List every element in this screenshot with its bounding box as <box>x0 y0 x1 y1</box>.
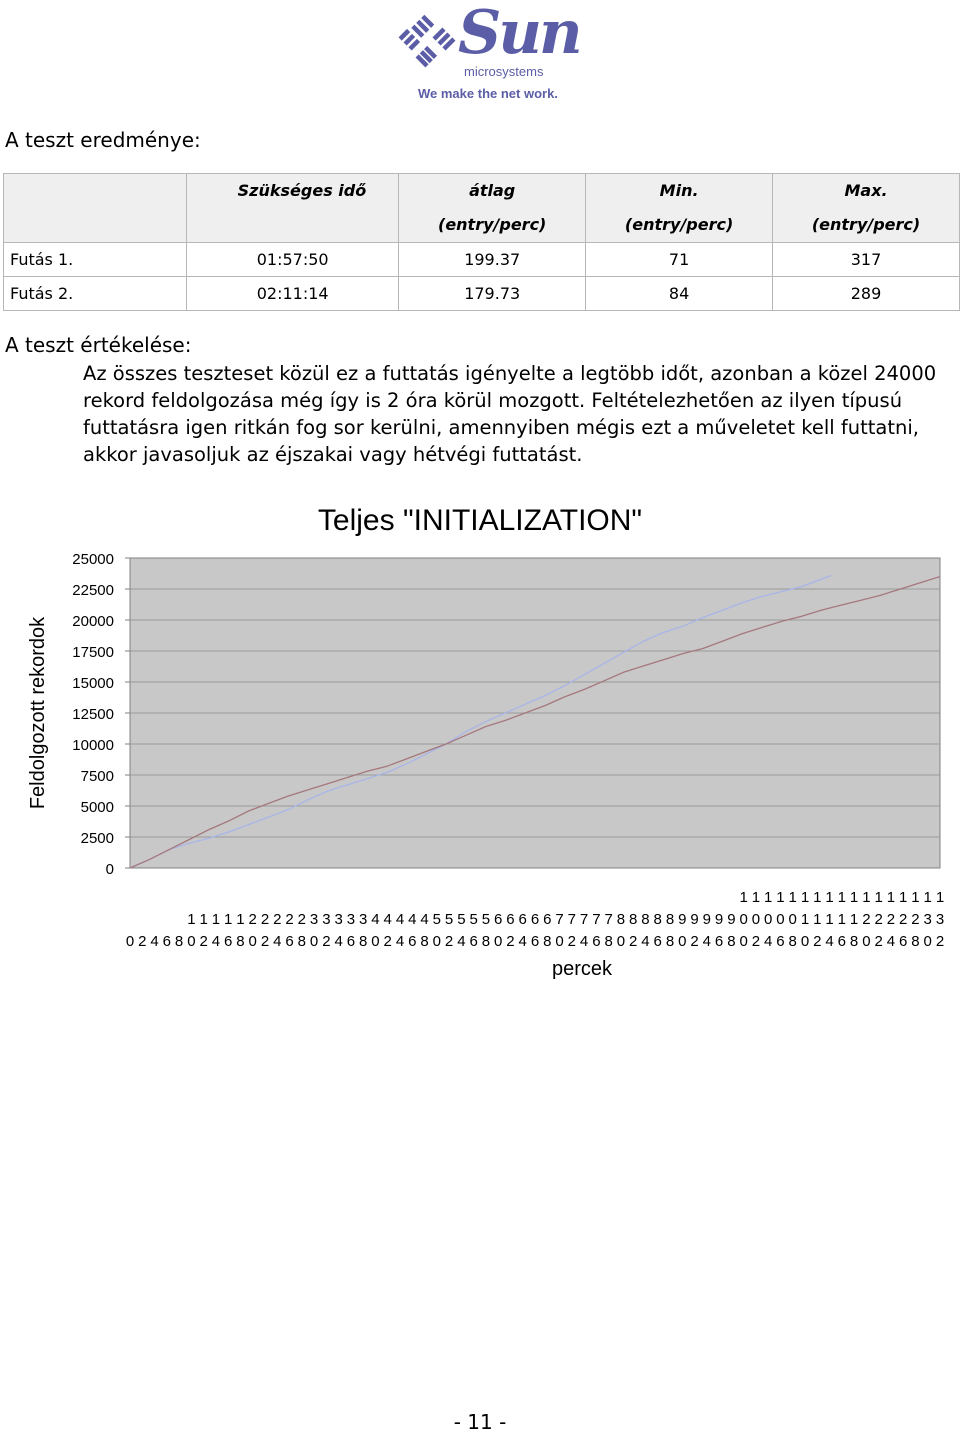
x-tick-label: 6 <box>162 933 171 950</box>
x-tick-label: 6 <box>518 911 527 928</box>
x-tick-label: 4 <box>395 933 405 950</box>
x-tick-label: 6 <box>592 933 601 950</box>
results-table-cell: 84 <box>586 277 773 311</box>
results-table <box>3 173 960 311</box>
x-tick-label: 6 <box>776 933 785 950</box>
results-header-text: Max. <box>844 181 888 200</box>
x-tick-label: 6 <box>714 933 724 950</box>
x-tick-label: 1 <box>211 911 221 928</box>
x-tick-label: 2 <box>260 911 270 928</box>
x-tick-label: 1 <box>751 889 761 906</box>
x-tick-label: 1 <box>825 889 834 906</box>
x-tick-label: 1 <box>199 911 208 928</box>
x-tick-label: 0 <box>678 933 687 950</box>
x-tick-label: 8 <box>727 933 736 950</box>
x-tick-label: 2 <box>862 911 871 928</box>
results-table-header-row <box>4 174 960 243</box>
x-tick-label: 6 <box>346 933 356 950</box>
x-tick-label: 8 <box>641 911 650 928</box>
results-table-cell: 317 <box>773 243 960 277</box>
x-tick-label: 6 <box>285 933 294 950</box>
x-tick-label: 0 <box>776 911 785 928</box>
x-tick-label: 5 <box>432 911 441 928</box>
results-table-row <box>4 277 960 311</box>
x-tick-label: 2 <box>273 911 282 928</box>
x-tick-label: 4 <box>408 911 417 928</box>
x-tick-label: 2 <box>886 911 896 928</box>
x-tick-label: 2 <box>567 933 576 950</box>
y-axis-label: Feldolgozott rekordok <box>27 616 49 810</box>
results-table-row <box>4 243 960 277</box>
x-tick-label: 9 <box>690 911 699 928</box>
x-tick-label: 6 <box>530 911 540 928</box>
results-table-cell: 179.73 <box>399 277 586 311</box>
x-tick-label: 7 <box>579 911 589 928</box>
x-tick-label: 2 <box>690 933 699 950</box>
x-tick-label: 1 <box>236 911 245 928</box>
x-tick-label: 8 <box>297 933 306 950</box>
y-tick-label: 22500 <box>72 582 114 599</box>
x-tick-label: 4 <box>273 933 282 950</box>
x-tick-label: 4 <box>825 933 834 950</box>
results-header-cell-3 <box>586 174 773 243</box>
x-tick-label: 2 <box>751 933 761 950</box>
x-tick-label: 0 <box>371 933 380 950</box>
x-tick-label: 1 <box>837 889 846 906</box>
results-heading: A teszt eredménye: <box>5 128 201 152</box>
x-tick-label: 8 <box>665 911 675 928</box>
x-tick-label: 1 <box>862 889 871 906</box>
x-tick-label: 0 <box>800 933 810 950</box>
x-tick-label: 4 <box>383 911 392 928</box>
results-header-text: Szükséges idő <box>237 181 367 200</box>
x-tick-label: 1 <box>776 889 785 906</box>
x-tick-label: 6 <box>224 933 233 950</box>
x-tick-label: 4 <box>579 933 589 950</box>
results-table-cell: Futás 2. <box>4 277 187 311</box>
results-table-cell: Futás 1. <box>4 243 187 277</box>
x-tick-label: 4 <box>371 911 380 928</box>
x-tick-label: 2 <box>260 933 270 950</box>
x-tick-label: 4 <box>420 911 429 928</box>
x-tick-label: 2 <box>322 933 331 950</box>
x-tick-label: 6 <box>506 911 515 928</box>
x-tick-label: 9 <box>714 911 724 928</box>
results-header-text: (entry/perc) <box>624 215 734 234</box>
x-tick-label: 3 <box>346 911 356 928</box>
x-tick-label: 0 <box>923 933 932 950</box>
x-tick-label: 3 <box>935 911 945 928</box>
x-tick-label: 0 <box>862 933 871 950</box>
x-tick-label: 1 <box>899 889 908 906</box>
x-tick-label: 8 <box>653 911 662 928</box>
x-tick-label: 5 <box>444 911 454 928</box>
x-tick-label: 8 <box>604 933 613 950</box>
y-tick-label: 5000 <box>80 799 114 816</box>
x-tick-label: 1 <box>813 889 822 906</box>
x-tick-label: 9 <box>727 911 736 928</box>
x-tick-label: 1 <box>739 889 748 906</box>
results-header-cell-0 <box>4 174 187 243</box>
x-tick-label: 7 <box>567 911 576 928</box>
x-tick-label: 0 <box>555 933 564 950</box>
y-tick-label: 0 <box>105 861 114 878</box>
y-tick-label: 20000 <box>72 613 114 630</box>
x-tick-label: 6 <box>494 911 503 928</box>
x-tick-label: 2 <box>506 933 515 950</box>
y-tick-label: 15000 <box>72 675 114 692</box>
logo-subtitle: microsystems <box>464 64 544 79</box>
x-tick-label: 4 <box>395 911 405 928</box>
x-tick-label: 1 <box>800 911 810 928</box>
y-tick-label: 7500 <box>80 768 114 785</box>
initialization-chart <box>0 495 960 995</box>
x-tick-label: 1 <box>825 911 834 928</box>
x-tick-label: 3 <box>309 911 319 928</box>
x-tick-label: 4 <box>764 933 773 950</box>
x-tick-label: 6 <box>469 933 478 950</box>
logo-wordmark: Sun <box>458 0 580 68</box>
x-tick-label: 8 <box>236 933 245 950</box>
x-tick-label: 9 <box>702 911 711 928</box>
results-table-body <box>4 243 960 311</box>
x-tick-label: 1 <box>788 889 797 906</box>
x-tick-label: 6 <box>837 933 846 950</box>
x-tick-label: 6 <box>899 933 908 950</box>
x-tick-label: 4 <box>518 933 527 950</box>
x-tick-label: 8 <box>629 911 638 928</box>
x-tick-label: 2 <box>911 911 920 928</box>
x-tick-label: 4 <box>334 933 343 950</box>
results-table-cell: 02:11:14 <box>187 277 399 311</box>
x-tick-label: 8 <box>665 933 675 950</box>
evaluation-paragraph: Az összes teszteset közül ez a futtatás igényelte a legtöbb időt, azonban a közel 24000 rekord feldolgozása még így is 2 óra körül mozgott. Feltételezhetően az ilyen típusú futtatásra igen ritkán fog sor kerülni, amennyiben mégis ezt a műveletet kell futtatni, akkor javasoljuk az éjszakai vagy hétvégi futtatást. <box>83 362 937 466</box>
x-tick-label: 0 <box>432 933 441 950</box>
x-tick-label: 2 <box>813 933 822 950</box>
x-tick-label: 1 <box>911 889 920 906</box>
x-tick-label: 1 <box>849 889 859 906</box>
x-tick-label: 3 <box>322 911 331 928</box>
x-tick-label: 0 <box>125 933 135 950</box>
x-tick-label: 8 <box>788 933 797 950</box>
x-tick-label: 4 <box>886 933 896 950</box>
x-tick-label: 1 <box>886 889 896 906</box>
x-tick-label: 2 <box>629 933 638 950</box>
x-tick-label: 5 <box>457 911 466 928</box>
x-tick-label: 3 <box>923 911 932 928</box>
x-tick-label: 6 <box>543 911 552 928</box>
x-tick-label: 1 <box>813 911 822 928</box>
x-tick-label: 4 <box>150 933 159 950</box>
x-tick-label: 0 <box>739 911 748 928</box>
x-tick-label: 2 <box>248 911 257 928</box>
x-tick-label: 0 <box>764 911 773 928</box>
page-number: - 11 - <box>453 1410 507 1434</box>
results-table-cell: 01:57:50 <box>187 243 399 277</box>
x-tick-label: 1 <box>874 889 883 906</box>
results-header-text: (entry/perc) <box>438 215 547 234</box>
x-tick-label: 8 <box>174 933 184 950</box>
chart-title: Teljes "INITIALIZATION" <box>317 504 643 537</box>
x-tick-label: 1 <box>923 889 932 906</box>
x-tick-label: 6 <box>408 933 417 950</box>
x-tick-label: 8 <box>616 911 626 928</box>
x-tick-label: 0 <box>616 933 626 950</box>
sun-logo <box>392 0 580 104</box>
x-tick-label: 1 <box>764 889 773 906</box>
results-table-cell: 199.37 <box>399 243 586 277</box>
x-tick-label: 2 <box>874 911 883 928</box>
x-tick-label: 0 <box>187 933 196 950</box>
x-tick-label: 7 <box>604 911 613 928</box>
x-tick-label: 1 <box>935 889 945 906</box>
results-header-cell-1 <box>187 174 399 243</box>
y-tick-label: 2500 <box>80 830 114 847</box>
x-tick-label: 4 <box>641 933 650 950</box>
results-table-cell: 71 <box>586 243 773 277</box>
x-tick-label: 5 <box>469 911 478 928</box>
results-table-cell: 289 <box>773 277 960 311</box>
x-tick-label: 1 <box>837 911 846 928</box>
x-tick-label: 0 <box>309 933 319 950</box>
x-tick-label: 8 <box>849 933 859 950</box>
x-tick-label: 4 <box>457 933 466 950</box>
evaluation-heading: A teszt értékelése: <box>5 333 192 357</box>
x-tick-label: 2 <box>383 933 392 950</box>
x-tick-label: 2 <box>138 933 147 950</box>
x-tick-label: 0 <box>248 933 257 950</box>
x-tick-label: 0 <box>788 911 797 928</box>
sun-emblem-icon <box>394 6 460 72</box>
x-tick-label: 1 <box>800 889 810 906</box>
y-tick-label: 17500 <box>72 644 114 661</box>
x-tick-label: 9 <box>678 911 687 928</box>
x-tick-label: 1 <box>224 911 233 928</box>
x-tick-label: 8 <box>481 933 491 950</box>
x-tick-label: 2 <box>285 911 294 928</box>
x-tick-label: 4 <box>211 933 221 950</box>
x-tick-label: 6 <box>530 933 540 950</box>
results-header-cell-4 <box>773 174 960 243</box>
x-tick-label: 3 <box>359 911 368 928</box>
y-tick-label: 25000 <box>72 551 114 568</box>
y-tick-label: 10000 <box>72 737 114 754</box>
x-tick-label: 6 <box>653 933 662 950</box>
x-tick-label: 2 <box>935 933 945 950</box>
results-header-text: Min. <box>659 181 699 200</box>
x-tick-label: 8 <box>543 933 552 950</box>
x-tick-label: 8 <box>420 933 429 950</box>
x-tick-label: 7 <box>592 911 601 928</box>
results-header-cell-2 <box>399 174 586 243</box>
x-tick-label: 8 <box>359 933 368 950</box>
x-axis-label: percek <box>551 958 613 980</box>
x-tick-label: 2 <box>297 911 306 928</box>
y-tick-label: 12500 <box>72 706 114 723</box>
logo-tagline: We make the net work. <box>418 86 558 101</box>
results-header-text: (entry/perc) <box>811 215 921 234</box>
x-tick-label: 8 <box>911 933 920 950</box>
x-tick-label: 3 <box>334 911 343 928</box>
x-tick-label: 2 <box>444 933 454 950</box>
x-tick-label: 1 <box>187 911 196 928</box>
x-tick-label: 4 <box>702 933 711 950</box>
x-tick-label: 7 <box>555 911 564 928</box>
x-tick-label: 2 <box>899 911 908 928</box>
x-tick-label: 2 <box>199 933 208 950</box>
x-tick-label: 0 <box>739 933 748 950</box>
x-tick-label: 0 <box>494 933 503 950</box>
results-header-text: átlag <box>469 181 516 200</box>
x-tick-label: 1 <box>849 911 859 928</box>
x-tick-label: 2 <box>874 933 883 950</box>
x-tick-label: 0 <box>751 911 761 928</box>
x-tick-label: 5 <box>481 911 491 928</box>
